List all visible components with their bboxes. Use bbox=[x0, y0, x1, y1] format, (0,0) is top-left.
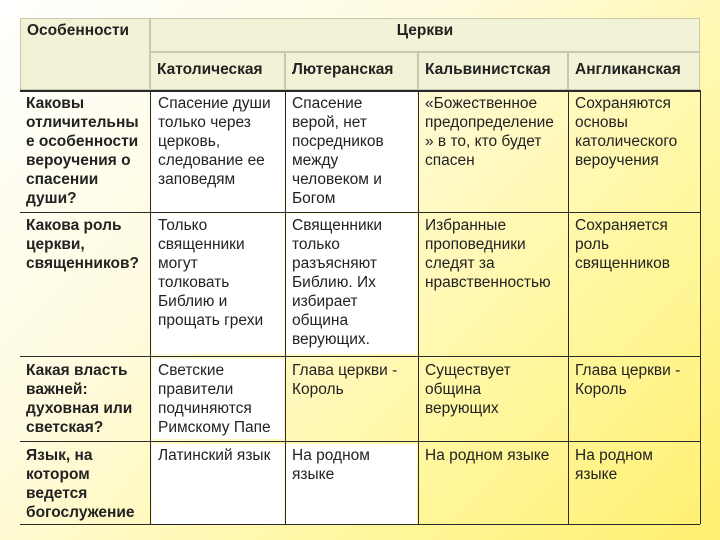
col-header-anglican: Англиканская bbox=[568, 52, 700, 90]
features-header: Особенности bbox=[20, 18, 150, 90]
row-1-anglican: Сохраняются основы католического вероучения bbox=[575, 95, 678, 169]
row-4-anglican: На родном языке bbox=[575, 447, 653, 483]
row-2-anglican: Сохраняется роль священников bbox=[575, 217, 670, 272]
row-1-calvinist: «Божественное предопределение » в то, кто будет спасен bbox=[425, 95, 554, 169]
table-divider bbox=[20, 524, 700, 525]
row-2-calvinist: Избранные проповедники следят за нравственностью bbox=[425, 217, 551, 291]
table-divider bbox=[20, 90, 700, 92]
table-divider bbox=[150, 90, 151, 524]
row-3-lutheran: Глава церкви - Король bbox=[292, 362, 398, 398]
row-2-lutheran: Священники только разъясняют Библию. Их избирает община верующих. bbox=[286, 214, 417, 354]
row-1-lutheran: Спасение верой, нет посредников между человеком и Богом bbox=[286, 92, 417, 212]
table-divider bbox=[700, 90, 701, 524]
row-3-feature: Какая власть важней: духовная или светская? bbox=[26, 362, 133, 436]
row-4-calvinist: На родном языке bbox=[425, 447, 550, 464]
churches-header: Церкви bbox=[150, 18, 700, 52]
col-header-calvinist: Кальвинистская bbox=[418, 52, 568, 90]
row-4-catholic: Латинский язык bbox=[152, 444, 284, 524]
table-divider bbox=[20, 441, 700, 442]
row-4-lutheran: На родном языке bbox=[286, 444, 417, 524]
table-divider bbox=[285, 90, 286, 524]
row-3-calvinist: Существует община верующих bbox=[425, 362, 511, 417]
row-2-feature: Какова роль церкви, священников? bbox=[26, 217, 139, 272]
table-divider bbox=[568, 90, 569, 524]
col-header-lutheran: Лютеранская bbox=[285, 52, 418, 90]
comparison-table bbox=[20, 18, 700, 524]
row-4-feature: Язык, на котором ведется богослужение bbox=[26, 447, 135, 521]
table-divider bbox=[20, 212, 700, 213]
row-3-anglican: Глава церкви - Король bbox=[575, 362, 681, 398]
row-1-feature: Каковы отличительны е особенности вероучения о спасении души? bbox=[26, 95, 139, 207]
table-divider bbox=[20, 356, 700, 357]
row-3-catholic: Светские правители подчиняются Римскому Папе bbox=[152, 359, 284, 439]
row-1-catholic: Спасение души только через церковь, следование ее заповедям bbox=[152, 92, 284, 212]
col-header-catholic: Католическая bbox=[150, 52, 285, 90]
table-divider bbox=[418, 90, 419, 524]
row-2-catholic: Только священники могут толковать Библию и прощать грехи bbox=[152, 214, 284, 354]
